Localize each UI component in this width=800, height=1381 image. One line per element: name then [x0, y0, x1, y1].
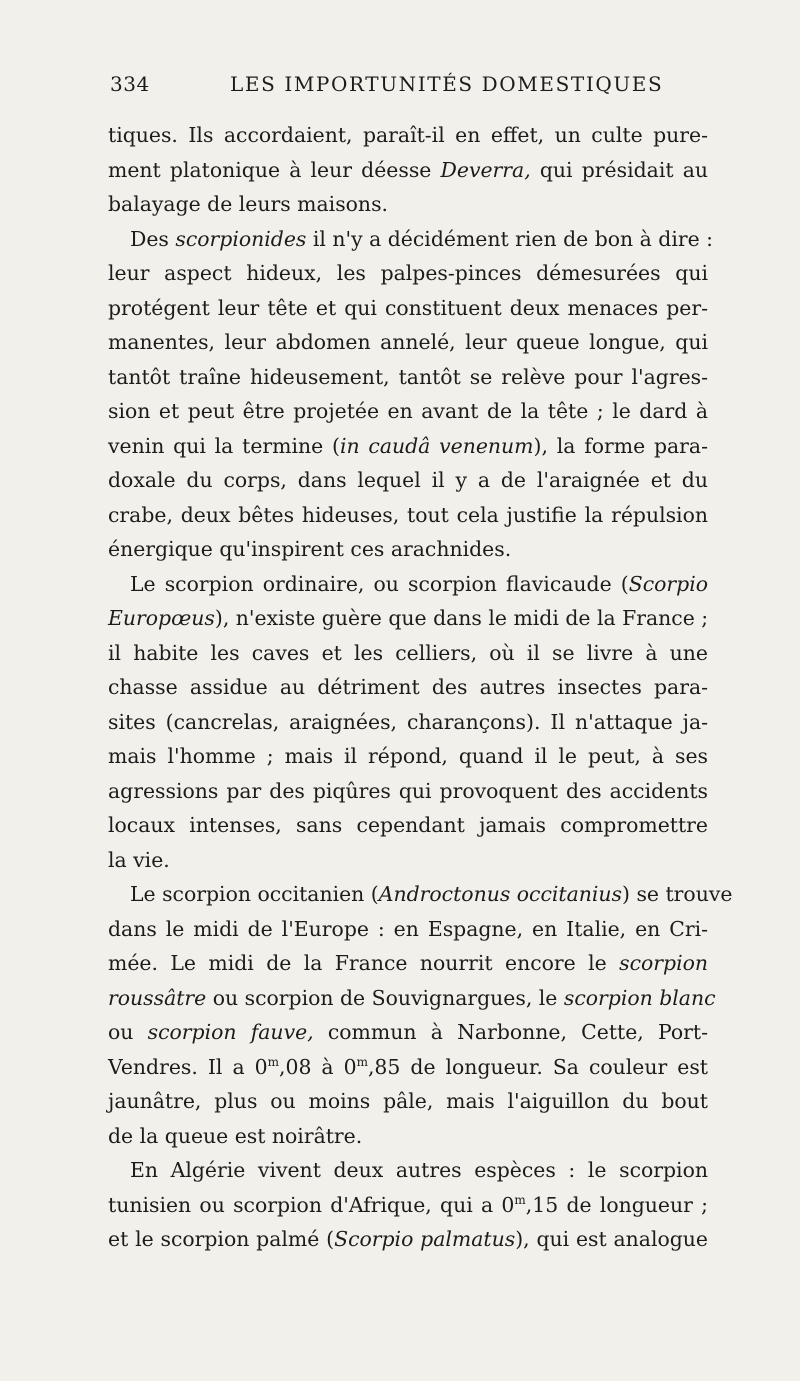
text-line	[108, 705, 708, 740]
italic-text: scorpion blanc	[563, 985, 716, 1010]
text-segment: dans le midi de l'Europe : en Espagne, en Italie, en Cri-	[108, 916, 708, 941]
text-line	[108, 1015, 708, 1050]
text-segment: ou scorpion de Souvignargues, le	[206, 985, 564, 1010]
body-text	[108, 118, 733, 1257]
text-line	[108, 670, 708, 705]
text-line	[108, 325, 708, 360]
text-segment: Vendres. Il a 0	[108, 1054, 268, 1079]
superscript-unit: m	[514, 1192, 526, 1207]
text-segment: ,15 de longueur ;	[525, 1192, 708, 1217]
text-segment: jaunâtre, plus ou moins pâle, mais l'aiguillon du bout	[108, 1089, 708, 1113]
text-segment: manentes, leur abdomen annelé, leur queue longue, qui	[108, 330, 708, 354]
text-segment: Des	[130, 226, 176, 251]
italic-text: scorpion	[619, 951, 708, 975]
text-line	[108, 739, 708, 774]
text-segment: ment platonique à leur déesse	[108, 157, 441, 182]
text-segment: Le scorpion occitanien (	[130, 882, 379, 906]
text-line	[108, 118, 708, 153]
text-segment: énergique qu'inspirent ces arachnides.	[108, 537, 512, 561]
italic-text: roussâtre	[108, 985, 207, 1010]
italic-text: scorpion fauve,	[147, 1020, 314, 1044]
italic-text: in caudâ venenum	[339, 433, 534, 458]
text-segment: il habite les caves et les celliers, où il se livre à une	[108, 640, 708, 665]
italic-text: Deverra,	[440, 157, 531, 182]
running-title: LES IMPORTUNITÉS DOMESTIQUES	[230, 72, 664, 96]
text-line	[108, 463, 708, 498]
text-line	[108, 808, 708, 843]
text-segment: leur aspect hideux, les palpes-pinces démesurées qui	[108, 261, 708, 285]
text-line	[108, 912, 708, 947]
text-segment: la vie.	[108, 847, 170, 872]
text-segment: ,85 de longueur. Sa couleur est	[367, 1054, 708, 1079]
text-segment: tiques. Ils accordaient, paraît-il en effet, un culte pure-	[108, 123, 708, 147]
text-line	[108, 636, 708, 671]
text-line	[108, 1084, 708, 1119]
text-segment: il n'y a décidément rien de bon à dire :	[306, 226, 714, 251]
text-segment: de la queue est noirâtre.	[108, 1123, 363, 1148]
text-segment: Le scorpion ordinaire, ou scorpion flavicaude (	[130, 571, 629, 596]
text-line	[108, 153, 708, 188]
text-segment: agressions par des piqûres qui provoquent des accidents	[108, 778, 708, 803]
text-segment: balayage de leurs maisons.	[108, 192, 389, 216]
italic-text: Scorpio palmatus	[334, 1227, 516, 1251]
page-header	[0, 72, 800, 106]
text-line	[108, 567, 708, 602]
italic-text: Europœus	[108, 606, 215, 630]
text-line	[108, 981, 716, 1016]
text-segment: protégent leur tête et qui constituent deux menaces per-	[108, 295, 708, 320]
italic-text: scorpionides	[175, 226, 307, 251]
text-line	[108, 1153, 708, 1188]
text-line	[108, 187, 708, 222]
text-segment: mée. Le midi de la France nourrit encore le	[108, 951, 620, 975]
text-line	[108, 601, 708, 636]
text-line	[108, 291, 708, 326]
text-segment: et le scorpion palmé (	[108, 1227, 335, 1251]
text-line	[108, 222, 714, 257]
text-segment: ou	[108, 1020, 148, 1044]
text-line	[108, 843, 708, 878]
superscript-unit: m	[356, 1054, 368, 1069]
text-segment: sion et peut être projetée en avant de la tête ; le dard à	[108, 399, 708, 423]
text-line	[108, 774, 708, 809]
text-line	[108, 394, 708, 429]
text-segment: commun à Narbonne, Cette, Port-	[313, 1020, 708, 1044]
text-segment: ), n'existe guère que dans le midi de la France ;	[214, 606, 709, 630]
text-segment: chasse assidue au détriment des autres insectes para-	[108, 675, 708, 699]
text-segment: venin qui la termine (	[108, 433, 340, 458]
text-line	[108, 1188, 708, 1223]
text-line	[108, 877, 733, 912]
text-segment: ) se trouve	[622, 882, 733, 906]
text-segment: sites (cancrelas, araignées, charançons). Il n'attaque ja-	[108, 709, 708, 734]
text-segment: locaux intenses, sans cependant jamais compromettre	[108, 813, 708, 837]
text-line	[108, 1119, 708, 1154]
italic-text: Androctonus occitanius	[378, 882, 623, 906]
text-segment: qui présidait au	[530, 157, 708, 182]
text-line	[108, 946, 708, 981]
text-line	[108, 256, 708, 291]
text-line	[108, 498, 708, 533]
text-line	[108, 532, 708, 567]
text-line	[108, 1222, 708, 1257]
page-number: 334	[110, 72, 150, 96]
text-segment: tantôt traîne hideusement, tantôt se relève pour l'agres-	[108, 364, 708, 389]
text-segment: tunisien ou scorpion d'Afrique, qui a 0	[108, 1192, 515, 1217]
text-line	[108, 429, 708, 464]
italic-text: Scorpio	[628, 571, 708, 596]
superscript-unit: m	[267, 1054, 279, 1069]
text-segment: ), qui est analogue	[515, 1227, 708, 1251]
text-line	[108, 360, 708, 395]
text-segment: ), la forme para-	[533, 433, 708, 458]
text-segment: mais l'homme ; mais il répond, quand il le peut, à ses	[108, 744, 708, 768]
text-segment: crabe, deux bêtes hideuses, tout cela justifie la répulsion	[108, 502, 708, 527]
text-segment: doxale du corps, dans lequel il y a de l'araignée et du	[108, 468, 708, 492]
text-segment: En Algérie vivent deux autres espèces : le scorpion	[130, 1158, 708, 1182]
text-line	[108, 1050, 708, 1085]
text-segment: ,08 à 0	[278, 1054, 357, 1079]
